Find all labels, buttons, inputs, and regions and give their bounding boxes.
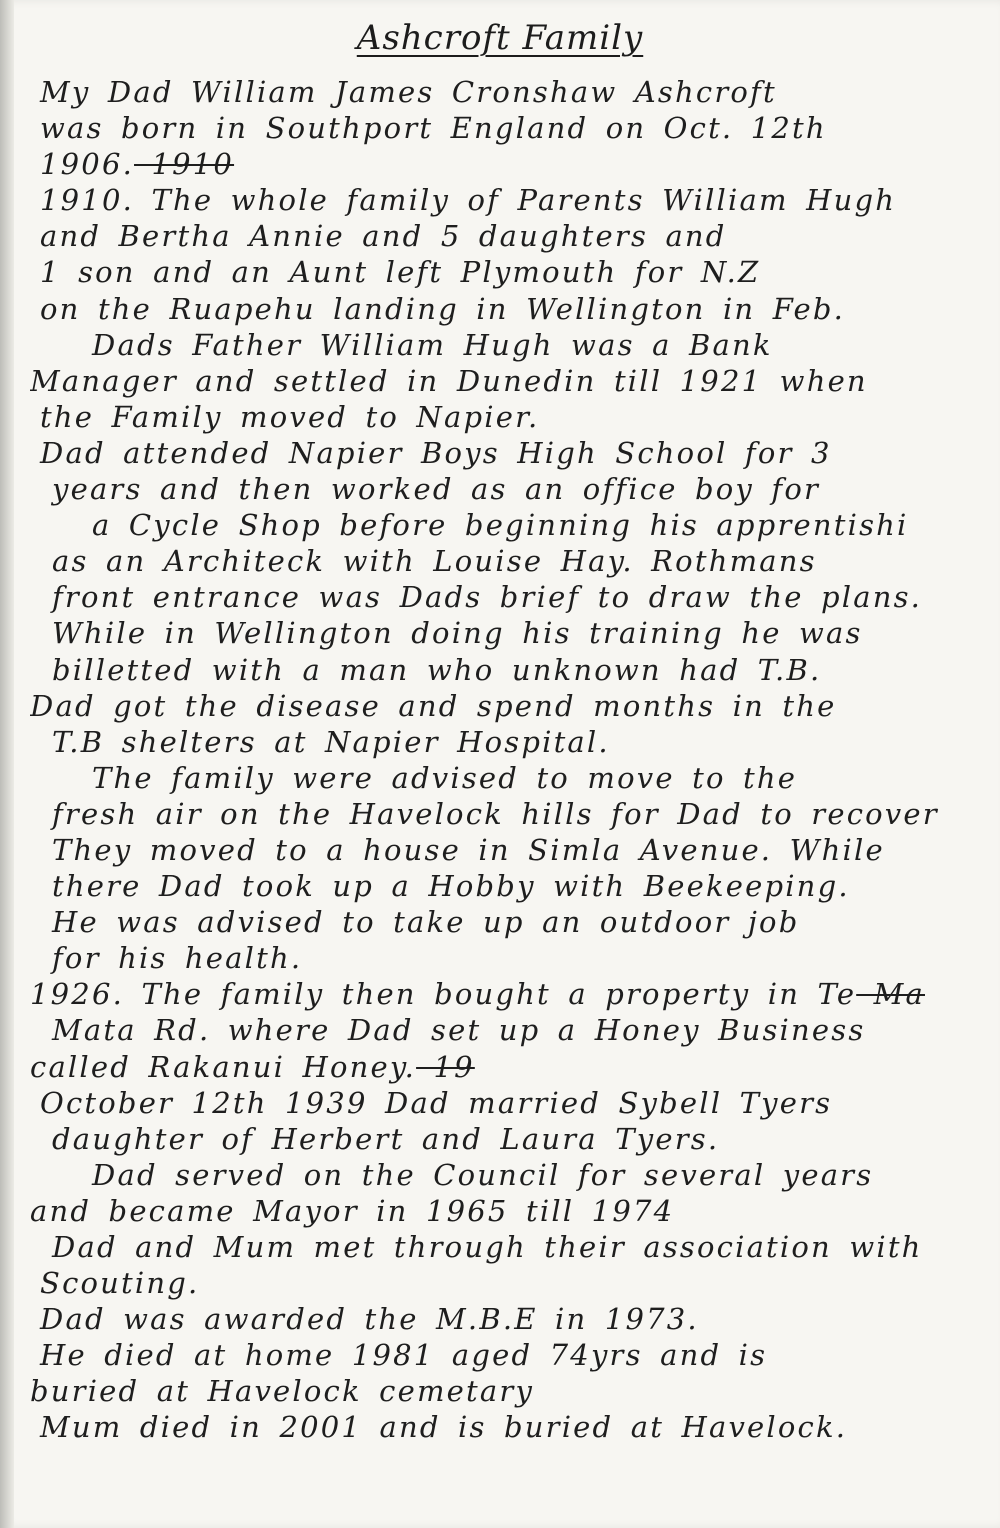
line-text: Manager and settled in Dunedin till 1921 when <box>30 363 868 398</box>
line-text: called Rakanui Honey. <box>30 1049 417 1084</box>
line-text: Dad served on the Council for several years <box>92 1157 874 1192</box>
line-text: and Bertha Annie and 5 daughters and <box>40 219 727 254</box>
text-line <box>30 796 980 832</box>
text-line <box>30 1265 980 1301</box>
struck-text: 19 <box>416 1049 475 1084</box>
text-line <box>30 218 980 254</box>
line-text: and became Mayor in 1965 till 1974 <box>30 1193 675 1228</box>
line-text: Dad was awarded the M.B.E in 1973. <box>40 1302 699 1337</box>
line-text: He was advised to take up an outdoor job <box>52 905 800 940</box>
text-line <box>30 110 980 146</box>
line-text: T.B shelters at Napier Hospital. <box>52 724 610 759</box>
text-line <box>30 291 980 327</box>
text-line <box>30 146 980 182</box>
line-text: 1 son and an Aunt left Plymouth for N.Z <box>40 255 761 290</box>
line-text: Dad got the disease and spend months in the <box>30 688 837 723</box>
text-line <box>30 363 980 399</box>
line-text: He died at home 1981 aged 74yrs and is <box>40 1338 768 1373</box>
text-line <box>30 254 980 290</box>
text-line <box>30 1049 980 1085</box>
line-text: was born in Southport England on Oct. 12th <box>40 111 827 146</box>
line-text: 1926. The family then bought a property in Te <box>30 977 857 1012</box>
text-line <box>30 1193 980 1229</box>
line-text: on the Ruapehu landing in Wellington in Feb. <box>40 291 846 326</box>
text-line <box>30 904 980 940</box>
text-line <box>30 507 980 543</box>
text-line <box>30 579 980 615</box>
line-text: Scouting. <box>40 1266 200 1301</box>
line-text: 1910. The whole family of Parents William Hugh <box>40 183 897 218</box>
line-text: front entrance was Dads brief to draw the plans. <box>52 580 923 615</box>
text-line <box>30 724 980 760</box>
line-text: While in Wellington doing his training he was <box>52 616 863 651</box>
text-line <box>30 1085 980 1121</box>
text-line <box>30 327 980 363</box>
struck-text: 1910 <box>134 147 235 182</box>
text-line <box>30 1409 980 1445</box>
line-text: there Dad took up a Hobby with Beekeeping. <box>52 869 850 904</box>
line-text: Mata Rd. where Dad set up a Honey Business <box>52 1013 866 1048</box>
line-text: a Cycle Shop before beginning his apprentishi <box>92 508 909 543</box>
text-line <box>30 1337 980 1373</box>
document-title <box>0 18 1000 58</box>
text-line <box>30 940 980 976</box>
text-line <box>30 652 980 688</box>
struck-text: Ma <box>856 977 925 1012</box>
text-line <box>30 1301 980 1337</box>
text-line <box>30 868 980 904</box>
text-line <box>30 976 980 1012</box>
line-text: My Dad William James Cronshaw Ashcroft <box>40 75 777 109</box>
line-text: billetted with a man who unknown had T.B. <box>52 652 822 687</box>
line-text: buried at Havelock cemetary <box>30 1374 535 1409</box>
line-text: October 12th 1939 Dad married Sybell Tyers <box>40 1085 833 1120</box>
handwritten-body <box>30 74 980 1446</box>
line-text: They moved to a house in Simla Avenue. While <box>52 832 885 867</box>
page-edge-shadow <box>0 0 14 1528</box>
line-text: The family were advised to move to the <box>92 760 798 795</box>
line-text: Dads Father William Hugh was a Bank <box>92 327 773 362</box>
text-line <box>30 1229 980 1265</box>
line-text: Dad attended Napier Boys High School for 3 <box>40 435 832 470</box>
text-line <box>30 1373 980 1409</box>
text-line <box>30 435 980 471</box>
text-line <box>30 832 980 868</box>
line-text: Mum died in 2001 and is buried at Havelock. <box>40 1410 848 1445</box>
line-text: fresh air on the Havelock hills for Dad to recover <box>52 796 939 831</box>
line-text: daughter of Herbert and Laura Tyers. <box>52 1121 720 1156</box>
text-line <box>30 760 980 796</box>
text-line <box>30 1121 980 1157</box>
title-text: Ashcroft Family <box>356 18 644 58</box>
line-text: as an Architeck with Louise Hay. Rothmans <box>52 544 817 579</box>
text-line <box>30 543 980 579</box>
line-text: for his health. <box>52 941 303 976</box>
line-text: years and then worked as an office boy for <box>52 472 821 507</box>
text-line <box>30 1157 980 1193</box>
text-line <box>30 399 980 435</box>
text-line <box>30 182 980 218</box>
line-text: Dad and Mum met through their association with <box>52 1230 923 1264</box>
text-line <box>30 1012 980 1048</box>
text-line <box>30 471 980 507</box>
text-line <box>30 688 980 724</box>
line-text: the Family moved to Napier. <box>40 399 540 434</box>
text-line <box>30 615 980 651</box>
line-text: 1906. <box>40 147 135 182</box>
text-line <box>30 74 980 110</box>
